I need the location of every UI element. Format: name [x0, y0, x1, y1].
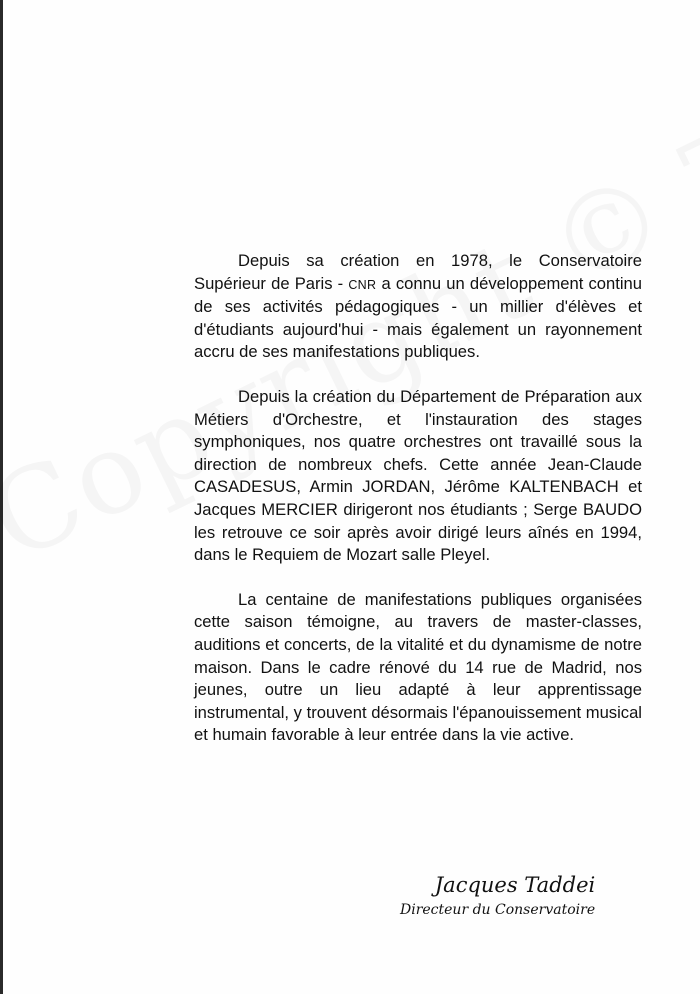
- paragraph-3: La centaine de manifestations publiques organisées cette saison témoigne, au travers de master-classes, auditions et concerts, de la vitalité et du dynamisme de notre maison. Dans le cadre rénové du 14 rue de Madrid, nos jeunes, outre un lieu adapté à leur apprentissage instrumental, y trouvent désormais l'épanouissement musical et humain favorable à leur entrée dans la vie active.: [194, 589, 642, 745]
- paragraph-1-end: a connu un développement continu de ses activités pédagogiques - un millier d'élèves et d'étudiants aujourd'hui - mais également un rayonnement accru de ses manifestations publiques.: [194, 273, 642, 362]
- paragraph-1: [194, 250, 642, 364]
- letter-body: [194, 250, 642, 769]
- signature-title: Directeur du Conservatoire: [400, 902, 596, 918]
- paragraph-2: Depuis la création du Département de Préparation aux Métiers d'Orchestre, et l'instauration des stages symphoniques, nos quatre orchestres ont travaillé sous la direction de nombreux chefs. Cette année Jean-Claude CASADESUS, Armin JORDAN, Jérôme KALTENBACH et Jacques MERCIER dirigeront nos étudiants ; Serge BAUDO les retrouve ce soir après avoir dirigé leurs aînés en 1994, dans le Requiem de Mozart salle Pleyel.: [194, 386, 642, 565]
- signature-block: [400, 872, 620, 920]
- scan-edge: [0, 0, 3, 994]
- paragraph-1-start: Depuis sa création en 1978, le Conservatoire Supérieur de Paris -: [194, 251, 642, 293]
- signature-name: Jacques Taddei: [434, 873, 596, 897]
- cnr-abbreviation: CNR: [348, 277, 377, 292]
